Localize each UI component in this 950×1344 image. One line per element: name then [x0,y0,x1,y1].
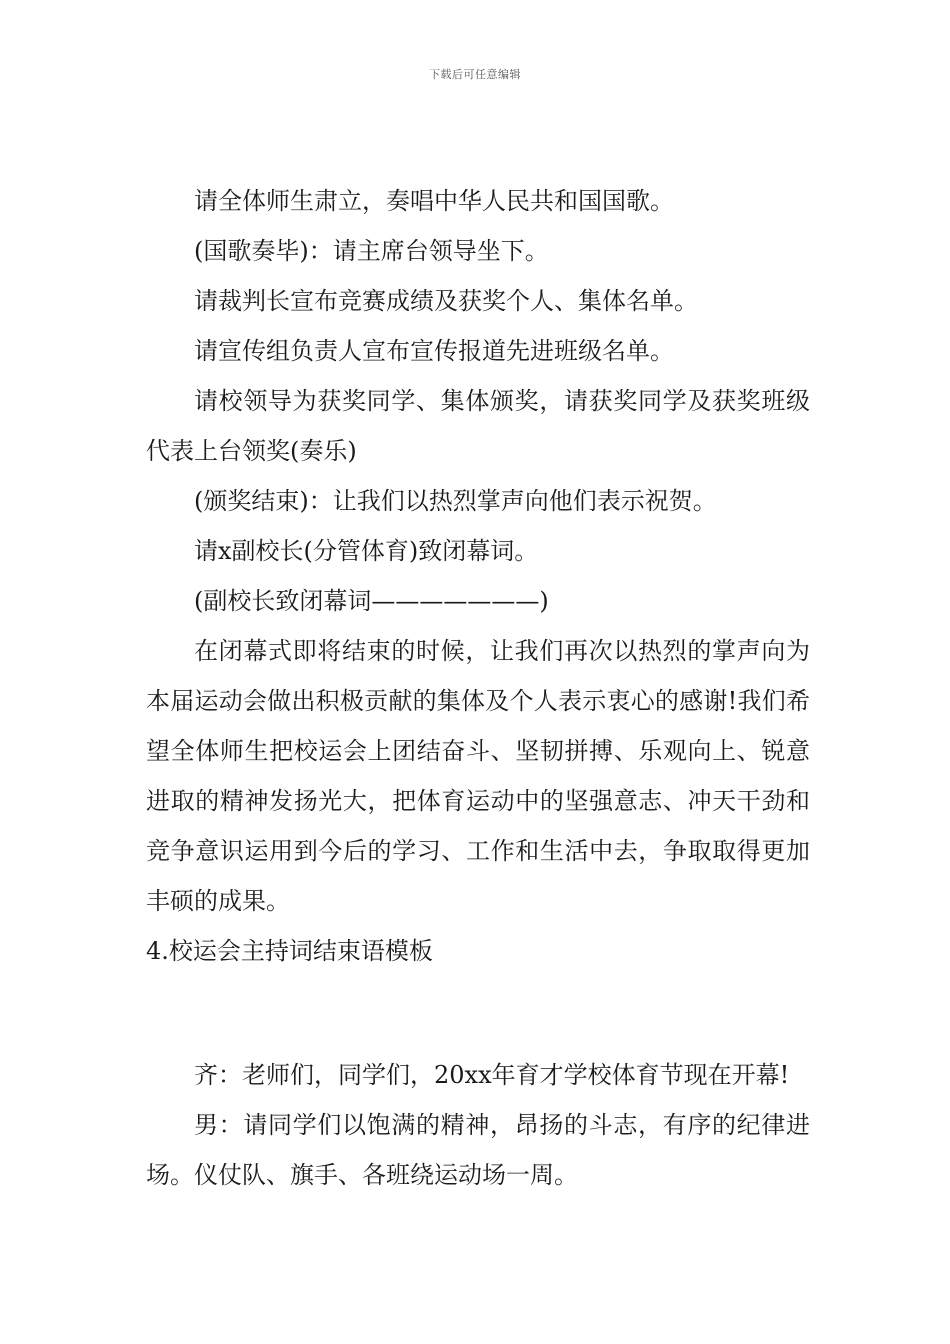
section-spacer [146,971,810,1055]
paragraph-closing-speech-note: (副校长致闭幕词———————) [194,587,549,615]
paragraph-award-ceremony: 请校领导为获奖同学、集体颁奖，请获奖同学及获奖班级代表上台领奖(奏乐) [146,387,810,465]
paragraph-award-end: (颁奖结束)：让我们以热烈掌声向他们表示祝贺。 [194,487,717,515]
paragraph-anthem-end: (国歌奏毕)：请主席台领导坐下。 [194,237,549,265]
paragraph-closing-remarks: 在闭幕式即将结束的时候，让我们再次以热烈的掌声向为本届运动会做出积极贡献的集体及个人表示衷心的感谢!我们希望全体师生把校运会上团结奋斗、坚韧拼搏、乐观向上、锐意进取的精神发扬光大，把体育运动中的坚强意志、冲天干劲和竞争意识运用到今后的学习、工作和生活中去，争取取得更加丰硕的成果。 [146,637,810,915]
section-heading: 4.校运会主持词结束语模板 [146,937,433,965]
paragraph-anthem: 请全体师生肃立，奏唱中华人民共和国国歌。 [194,187,674,215]
paragraph-referee-results: 请裁判长宣布竞赛成绩及获奖个人、集体名单。 [194,287,698,315]
paragraph-opening-male: 男：请同学们以饱满的精神，昂扬的斗志，有序的纪律进场。仪仗队、旗手、各班绕运动场一周。 [146,1111,810,1189]
paragraph-closing-speech: 请x副校长(分管体育)致闭幕词。 [194,537,539,565]
paragraph-opening-together: 齐：老师们，同学们，20xx年育才学校体育节现在开幕! [194,1061,790,1089]
document-body [146,181,810,1205]
paragraph-publicity-list: 请宣传组负责人宣布宣传报道先进班级名单。 [194,337,674,365]
page-header-note: 下载后可任意编辑 [429,68,521,81]
